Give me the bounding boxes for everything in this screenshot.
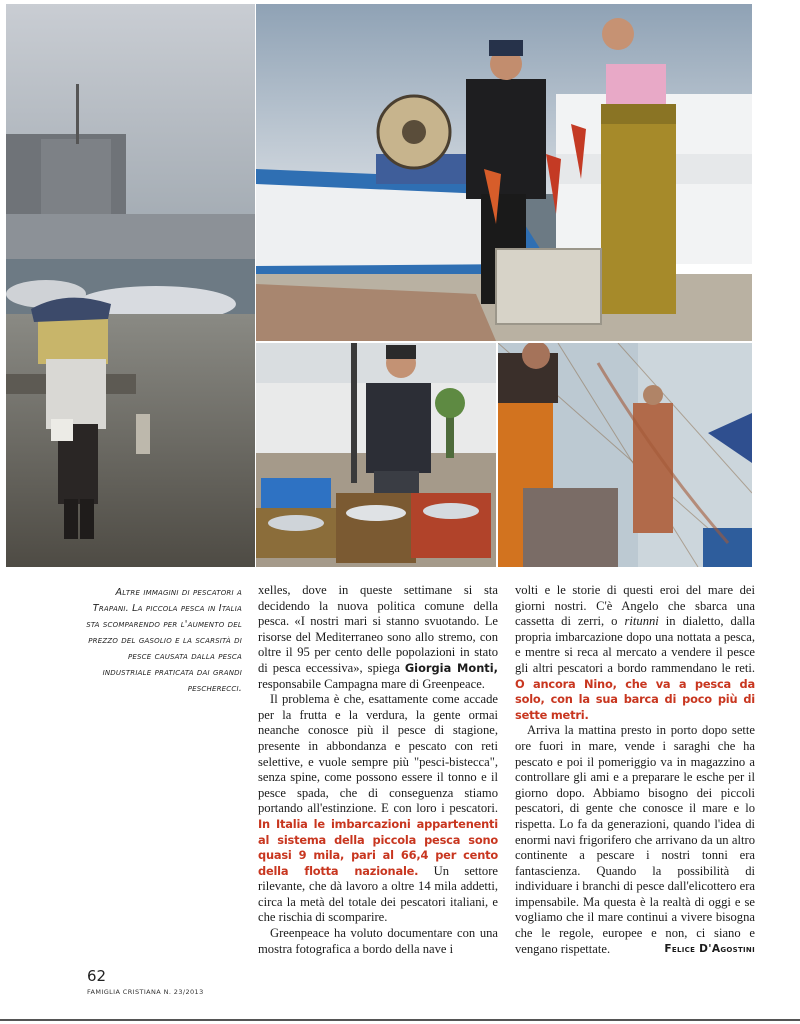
paragraph: Il problema è che, esattamente come accade per la frutta e la verdura, la gente ormai neanche conosce più il pesce di stagione, presente in abbondanza e pescato con reti selettive, e vuole sempre più "pesci-bistecca", senza spine, come possono essere il tonno e il pesce spada, che di conseguenza stiamo portando all'estinzione. E con loro i pescatori. In Italia le imbarcazioni appartenenti al sistema della piccola pesca sono quasi 9 mila, pari al 66,4 per cento della flotta nazionale. Un settore rilevante, che dà lavoro a oltre 14 mila addetti, circa la metà del totale dei pescatori italiani, e che rischia di scomparire. (258, 692, 498, 925)
photo-fishermen-with-boat (256, 4, 752, 341)
photo-caption: Altre immagini di pescatori a Trapani. La piccola pesca in Italia sta scomparendo per l'aumento del prezzo del gasolio e la scarsità di pesce causata dalla pesca industriale praticata dai grandi pescherecci. (86, 587, 242, 694)
paragraph: volti e le storie di questi eroi del mare dei giorni nostri. C'è Angelo che sbarca una cassetta di zerri, o ritunni in dialetto, dalla propria imbarcazione dopo una nottata a pesca, e mentre si reca al mercato a vendere il pesce gli altri pescatori a bordo rammendano le reti. O ancora Nino, che va a pesca da solo, con la sua barca di poco più di sette metri. (515, 583, 756, 722)
paragraph: Arriva la mattina presto in porto dopo sette ore fuori in mare, vende i saraghi che ha pescato e poi il pomeriggio va in magazzino a controllare gli ami e a preparare le esche per il giorno dopo. Abbiamo bisogno dei piccoli pescatori, di gente che conosce il mare e lo rispetta. Lo fa da generazioni, quando l'idea di enormi navi frigorifero che arrivano da un altro continente a pescare i nostri tonni era fantascienza. Quando la possibilità di individuare i branchi di pesce dall'elicottero era impensabile. Ma questa è la realtà di oggi e se vogliamo che il mare continui a vivere bisogna che le regole, europee e non, ci siano e vengano rispettate. Felice D'Agostini (515, 723, 755, 956)
dialect-term: ritunni (624, 614, 659, 629)
photo-fisherman-fish-crates (256, 343, 496, 567)
photo-fisherman-carrying-crate (6, 4, 255, 567)
article-column-1 (258, 583, 498, 957)
author-signature: Felice D'Agostini (664, 942, 755, 955)
bottom-rule (0, 1019, 800, 1021)
highlight-text: O ancora Nino, che va a pesca da solo, con la sua barca di poco più di sette metri. (515, 676, 755, 722)
page-number: 62 (87, 967, 107, 985)
paragraph: Greenpeace ha voluto documentare con una mostra fotografica a bordo della nave i (258, 926, 498, 956)
person-name: Giorgia Monti, (404, 660, 498, 675)
photo-fishermen-mending-nets (498, 343, 752, 567)
paragraph: xelles, dove in queste settimane si sta decidendo la nuova politica comune della pesca. «I nostri mari si stanno svuotando. Le risorse del Mediterraneo sono allo stremo, con oltre il 95 per cento delle popolazioni in stato di pesca eccessiva», spiega Giorgia Monti, responsabile Campagna mare di Greenpeace. (258, 583, 498, 691)
magazine-issue: FAMIGLIA CRISTIANA N. 23/2013 (87, 988, 204, 996)
highlight-text: In Italia le imbarcazioni appartenenti al sistema della piccola pesca sono quasi 9 mila, pari al 66,4 per cento della flotta nazionale. (258, 816, 498, 878)
article-column-2 (515, 583, 755, 957)
